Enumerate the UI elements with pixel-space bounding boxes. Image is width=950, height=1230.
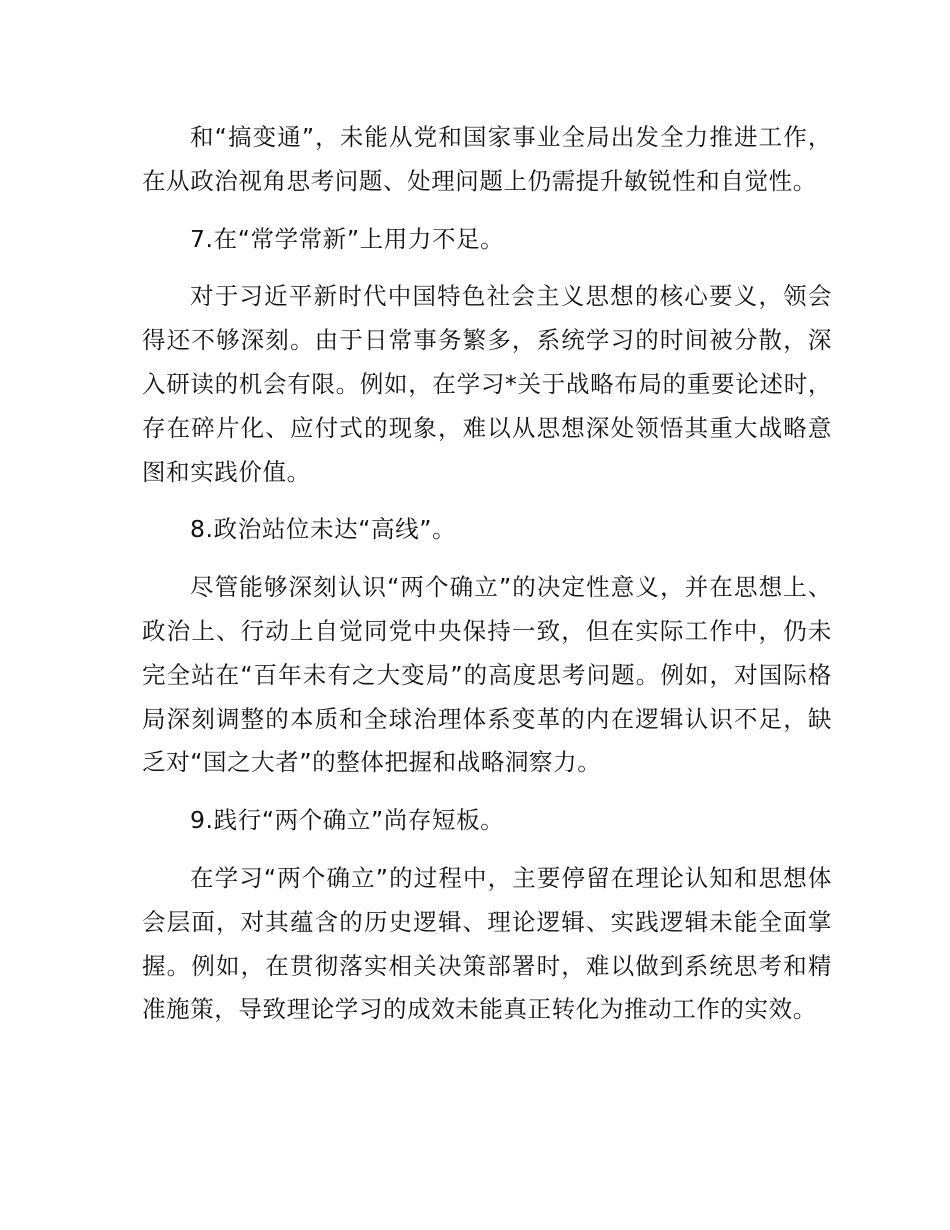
heading-item-7: 7.在“常学常新”上用力不足。 <box>190 224 505 253</box>
paragraph-item-7: 对于习近平新时代中国特色社会主义思想的核心要义，领会得还不够深刻。由于日常事务繁多，系统学习的时间被分散，深入研读的机会有限。例如，在学习*关于战略布局的重要论述时，存在碎片化、应付式的现象，难以从思想深处领悟其重大战略意图和实践价值。 <box>142 282 832 486</box>
paragraph-item-8: 尽管能够深刻认识“两个确立”的决定性意义，并在思想上、政治上、行动上自觉同党中央保持一致，但在实际工作中，仍未完全站在“百年未有之大变局”的高度思考问题。例如，对国际格局深刻调整的本质和全球治理体系变革的内在逻辑认识不足，缺乏对“国之大者”的整体把握和战略洞察力。 <box>142 573 832 777</box>
heading-item-8: 8.政治站位未达“高线”。 <box>190 515 457 544</box>
paragraph-political-awareness-continued: 和“搞变通”，未能从党和国家事业全局出发全力推进工作，在从政治视角思考问题、处理问题上仍需提升敏锐性和自觉性。 <box>142 123 832 195</box>
paragraph-item-9: 在学习“两个确立”的过程中，主要停留在理论认知和思想体会层面，对其蕴含的历史逻辑、理论逻辑、实践逻辑未能全面掌握。例如，在贯彻落实相关决策部署时，难以做到系统思考和精准施策，导致理论学习的成效未能真正转化为推动工作的实效。 <box>142 863 832 1024</box>
document-body <box>142 116 832 1046</box>
heading-item-9: 9.践行“两个确立”尚存短板。 <box>190 806 505 835</box>
